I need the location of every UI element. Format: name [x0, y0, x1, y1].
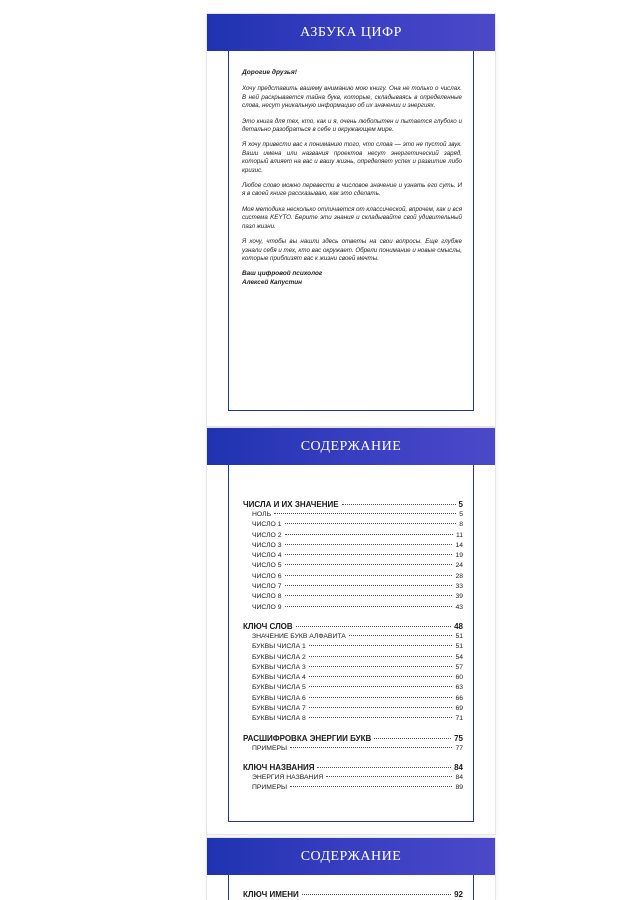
toc-leader-dots — [326, 776, 452, 777]
toc-page-number: 51 — [455, 632, 463, 640]
toc-item-label: БУКВЫ ЧИСЛА 4 — [252, 674, 306, 682]
toc-section-title: РАСШИФРОВКА ЭНЕРГИИ БУКВ — [243, 733, 372, 743]
toc-item[interactable] — [243, 532, 463, 542]
page-banner — [207, 838, 495, 875]
toc-section-title: КЛЮЧ СЛОВ — [243, 621, 293, 631]
toc-item[interactable] — [243, 562, 463, 572]
toc-item[interactable] — [243, 774, 463, 784]
toc-leader-dots — [274, 513, 456, 514]
toc-page-number: 24 — [455, 562, 463, 570]
toc-item-label: БУКВЫ ЧИСЛА 6 — [252, 694, 306, 702]
page-contents — [207, 428, 495, 834]
toc-page-number: 28 — [455, 572, 463, 580]
toc-leader-dots — [285, 554, 453, 555]
toc-page-number: 43 — [455, 603, 463, 611]
letter-paragraph: Моя методика несколько отличается от классической, впрочем, как и вся система KEYTO. Берите эти знания и складывайте свой удивительный пазл жизни. — [242, 205, 462, 230]
toc-item-label: БУКВЫ ЧИСЛА 2 — [252, 653, 306, 661]
toc-leader-dots — [285, 595, 453, 596]
toc-leader-dots — [285, 523, 457, 524]
toc-item[interactable] — [243, 542, 463, 552]
toc-leader-dots — [309, 676, 453, 677]
toc-item[interactable] — [243, 684, 463, 694]
toc-leader-dots — [285, 575, 453, 576]
toc-item-label: ЧИСЛО 3 — [252, 541, 282, 549]
toc-section-heading[interactable] — [243, 734, 463, 745]
toc-page-number: 5 — [458, 500, 463, 509]
toc-leader-dots — [342, 504, 456, 505]
toc-page-number: 57 — [455, 663, 463, 671]
toc-leader-dots — [285, 534, 453, 535]
toc-item-label: ЧИСЛО 7 — [252, 583, 282, 591]
toc-page-number: 51 — [455, 643, 463, 651]
intro-letter — [242, 69, 462, 288]
letter-paragraph: Я хочу привести вас к пониманию того, что слова — это не пустой звук. Ваши имена или названия проектов несут энергетический заряд, который влияет на вас и вашу жизнь, определяет успех и развитие либо кризис. — [242, 141, 462, 174]
toc-leader-dots — [285, 585, 453, 586]
toc-section-heading[interactable] — [243, 622, 463, 633]
toc-item-label: БУКВЫ ЧИСЛА 1 — [252, 643, 306, 651]
toc-section-title: ЧИСЛА И ИХ ЗНАЧЕНИЕ — [243, 500, 339, 509]
toc-item[interactable] — [243, 705, 463, 715]
toc-leader-dots — [290, 747, 452, 748]
toc-item-label: ЧИСЛО 6 — [252, 572, 282, 580]
toc-page-number: 63 — [455, 684, 463, 692]
toc-page-number: 92 — [454, 890, 463, 899]
toc-leader-dots — [296, 626, 451, 627]
toc-page-number: 19 — [455, 552, 463, 560]
toc-section-heading[interactable] — [243, 763, 463, 774]
toc-item-label: ПРИМЕРЫ — [252, 784, 288, 792]
toc-leader-dots — [309, 697, 453, 698]
toc-section-heading[interactable] — [243, 500, 463, 511]
page-intro — [207, 14, 495, 426]
toc-page-number: 71 — [455, 715, 463, 723]
toc-leader-dots — [349, 635, 453, 636]
toc-item-label: ЧИСЛО 9 — [252, 603, 282, 611]
table-of-contents — [243, 890, 463, 900]
toc-item[interactable] — [243, 511, 463, 521]
toc-item-label: ЧИСЛО 1 — [252, 521, 282, 529]
toc-page-number: 5 — [459, 511, 463, 518]
toc-item[interactable] — [243, 633, 463, 643]
toc-item-label: ЧИСЛО 4 — [252, 552, 282, 560]
toc-item[interactable] — [243, 715, 463, 725]
toc-item-label: БУКВЫ ЧИСЛА 3 — [252, 663, 306, 671]
page-banner — [207, 428, 495, 465]
toc-section-title: КЛЮЧ ИМЕНИ — [243, 890, 299, 899]
toc-page-number: 89 — [455, 784, 463, 792]
toc-page-number: 39 — [455, 593, 463, 601]
toc-item[interactable] — [243, 674, 463, 684]
toc-page-number: 33 — [455, 583, 463, 591]
toc-item[interactable] — [243, 695, 463, 705]
table-of-contents — [243, 500, 463, 803]
toc-leader-dots — [302, 894, 451, 895]
signature-role: Ваш цифровой психолог — [242, 270, 323, 278]
toc-leader-dots — [309, 645, 453, 646]
letter-paragraph: Любое слово можно перевести в числовое значение и узнать его суть. И я в своей книге рассказываю, как это сделать. — [242, 182, 462, 198]
toc-page-number: 54 — [455, 653, 463, 661]
letter-paragraph: Хочу представить вашему вниманию мою книгу. Она не только о числах. В ней раскрывается тайна букв, которые, складываясь в определенные слова, несут уникальную информацию об их значении и энергиях. — [242, 85, 462, 110]
toc-item[interactable] — [243, 745, 463, 755]
toc-item-label: БУКВЫ ЧИСЛА 7 — [252, 705, 306, 713]
toc-section — [243, 500, 463, 614]
toc-page-number: 77 — [455, 744, 463, 752]
toc-leader-dots — [285, 606, 453, 607]
toc-page-number: 48 — [454, 621, 463, 631]
toc-item-label: ЭНЕРГИЯ НАЗВАНИЯ — [252, 773, 324, 781]
toc-page-number: 66 — [455, 694, 463, 702]
toc-page-number: 14 — [455, 541, 463, 549]
toc-item[interactable] — [243, 604, 463, 614]
toc-leader-dots — [309, 686, 453, 687]
toc-leader-dots — [309, 666, 453, 667]
banner-title: СОДЕРЖАНИЕ — [300, 438, 402, 454]
toc-leader-dots — [309, 656, 453, 657]
toc-item[interactable] — [243, 784, 463, 794]
toc-item[interactable] — [243, 654, 463, 664]
toc-item[interactable] — [243, 521, 463, 531]
toc-item-label: БУКВЫ ЧИСЛА 5 — [252, 684, 306, 692]
toc-leader-dots — [309, 707, 453, 708]
toc-item[interactable] — [243, 583, 463, 593]
toc-item-label: ЗНАЧЕНИЕ БУКВ АЛФАВИТА — [252, 632, 346, 640]
toc-page-number: 84 — [454, 762, 463, 772]
toc-item-label: БУКВЫ ЧИСЛА 8 — [252, 715, 306, 723]
letter-paragraph: Я хочу, чтобы вы нашли здесь ответы на свои вопросы. Еще глубже узнали себя и тех, кто вас окружает. Обрели понимание и новые смыслы, которые приблизят вас к жизни своей мечты. — [242, 238, 463, 262]
page-contents-continued — [207, 838, 495, 900]
toc-item-label: НОЛЬ — [252, 511, 272, 518]
banner-title: СОДЕРЖАНИЕ — [300, 848, 402, 864]
toc-section-title: КЛЮЧ НАЗВАНИЯ — [243, 762, 315, 772]
toc-page-number: 84 — [455, 773, 463, 781]
toc-page-number: 69 — [455, 705, 463, 713]
greeting: Дорогие друзья! — [242, 69, 297, 76]
page-banner — [207, 14, 495, 51]
toc-page-number: 60 — [455, 674, 463, 682]
toc-item-label: ЧИСЛО 2 — [252, 531, 282, 539]
signature — [242, 270, 462, 287]
toc-section — [243, 763, 463, 795]
toc-leader-dots — [285, 564, 453, 565]
toc-leader-dots — [290, 786, 452, 787]
toc-item[interactable] — [243, 573, 463, 583]
toc-section — [243, 734, 463, 755]
toc-page-number: 11 — [455, 531, 463, 539]
toc-item[interactable] — [243, 593, 463, 603]
toc-leader-dots — [309, 717, 453, 718]
toc-leader-dots — [285, 544, 453, 545]
toc-leader-dots — [317, 767, 451, 768]
signature-name: Алексей Капустин — [242, 278, 303, 286]
toc-page-number: 75 — [454, 733, 463, 743]
toc-item[interactable] — [243, 643, 463, 653]
toc-section — [243, 622, 463, 726]
toc-section-heading[interactable] — [243, 890, 463, 900]
banner-title: АЗБУКА ЦИФР — [300, 24, 402, 40]
letter-paragraph: Это книга для тех, кто, как и я, очень любопытен и пытается глубоко и детально разобраться в себе и окружающем мире. — [242, 117, 462, 134]
toc-page-number: 8 — [459, 521, 463, 529]
toc-item-label: ПРИМЕРЫ — [252, 744, 288, 752]
toc-item-label: ЧИСЛО 5 — [252, 562, 282, 570]
toc-item[interactable] — [243, 664, 463, 674]
toc-item[interactable] — [243, 552, 463, 562]
toc-item-label: ЧИСЛО 8 — [252, 593, 282, 601]
toc-leader-dots — [374, 738, 451, 739]
